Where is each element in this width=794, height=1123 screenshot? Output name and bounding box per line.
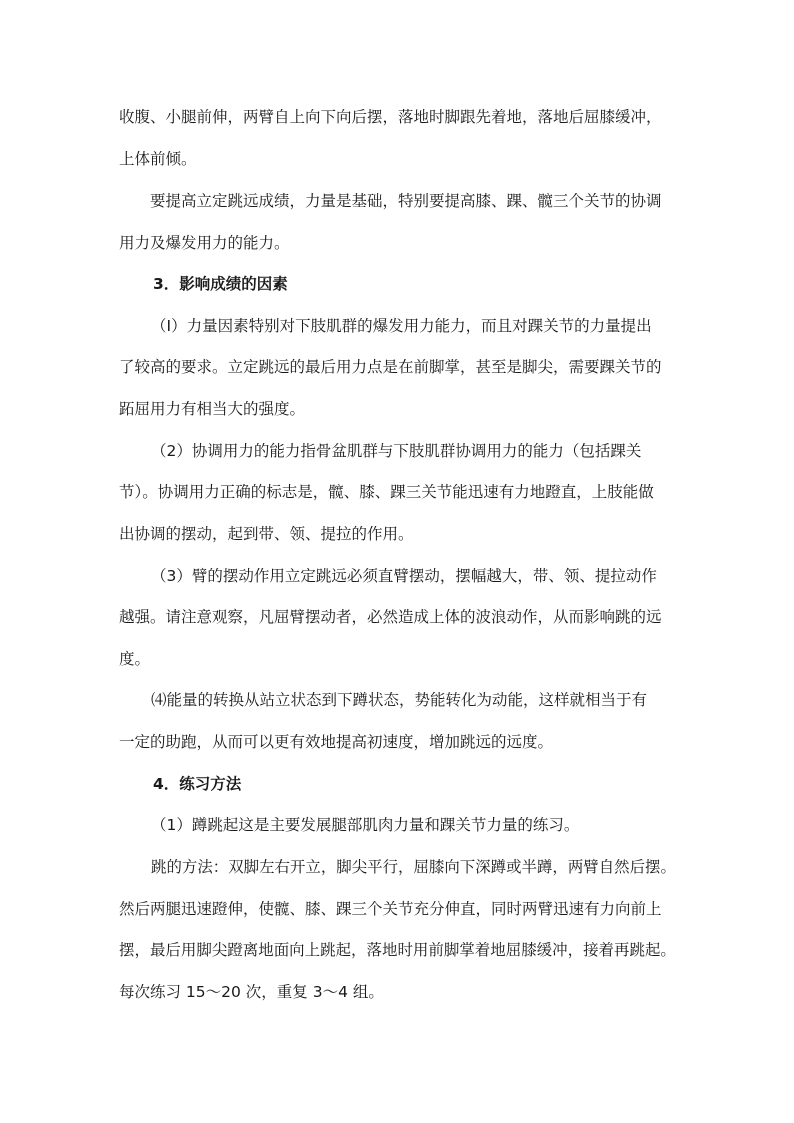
paragraph-line: （2）协调用力的能力指骨盆肌群与下肢肌群协调用力的能力（包括踝关	[151, 442, 642, 460]
paragraph-line: 越强。请注意观察，凡屈臂摆动者，必然造成上体的波浪动作，从而影响跳的远	[119, 608, 662, 626]
paragraph-line: 上体前倾。	[119, 150, 197, 168]
paragraph-line: 要提高立定跳远成绩，力量是基础，特别要提高膝、踝、髋三个关节的协调	[150, 192, 662, 210]
paragraph-line: 了较高的要求。立定跳远的最后用力点是在前脚掌，甚至是脚尖，需要踝关节的	[119, 358, 662, 376]
paragraph-line: 跖屈用力有相当大的强度。	[119, 400, 306, 418]
paragraph-line: 摆，最后用脚尖蹬离地面向上跳起，落地时用前脚掌着地屈膝缓冲，接着再跳起。	[119, 941, 676, 959]
paragraph-line: 跳的方法：双脚左右开立，脚尖平行，屈膝向下深蹲或半蹲，两臂自然后摆。	[151, 858, 676, 876]
paragraph-line: 度。	[119, 650, 151, 668]
paragraph-line: 出协调的摆动，起到带、领、提拉的作用。	[119, 525, 414, 543]
paragraph-line: ⑷能量的转换从站立状态到下蹲状态，势能转化为动能，这样就相当于有	[151, 691, 648, 709]
paragraph-line: 收腹、小腿前伸，两臂自上向下向后摆，落地时脚跟先着地，落地后屈膝缓冲，	[119, 108, 662, 126]
paragraph-line: （1）蹲跳起这是主要发展腿部肌肉力量和踝关节力量的练习。	[151, 816, 580, 834]
paragraph-line: 节）。协调用力正确的标志是，髋、膝、踝三关节能迅速有力地蹬直，上肢能做	[119, 483, 654, 501]
paragraph-line: （Ⅰ）力量因素特别对下肢肌群的爆发用力能力，而且对踝关节的力量提出	[151, 317, 652, 335]
paragraph-line: 用力及爆发用力的能力。	[119, 234, 290, 252]
section-heading: 4．练习方法	[153, 775, 242, 793]
paragraph-line: 一定的助跑，从而可以更有效地提高初速度，增加跳远的远度。	[119, 733, 554, 751]
paragraph-line: 每次练习 15～20 次，重复 3～4 组。	[119, 983, 384, 1001]
paragraph-line: （3）臂的摆动作用立定跳远必须直臂摆动，摆幅越大，带、领、提拉动作	[151, 567, 657, 585]
paragraph-line: 然后两腿迅速蹬伸，使髋、膝、踝三个关节充分伸直，同时两臂迅速有力向前上	[119, 900, 662, 918]
section-heading: 3．影响成绩的因素	[153, 275, 288, 293]
